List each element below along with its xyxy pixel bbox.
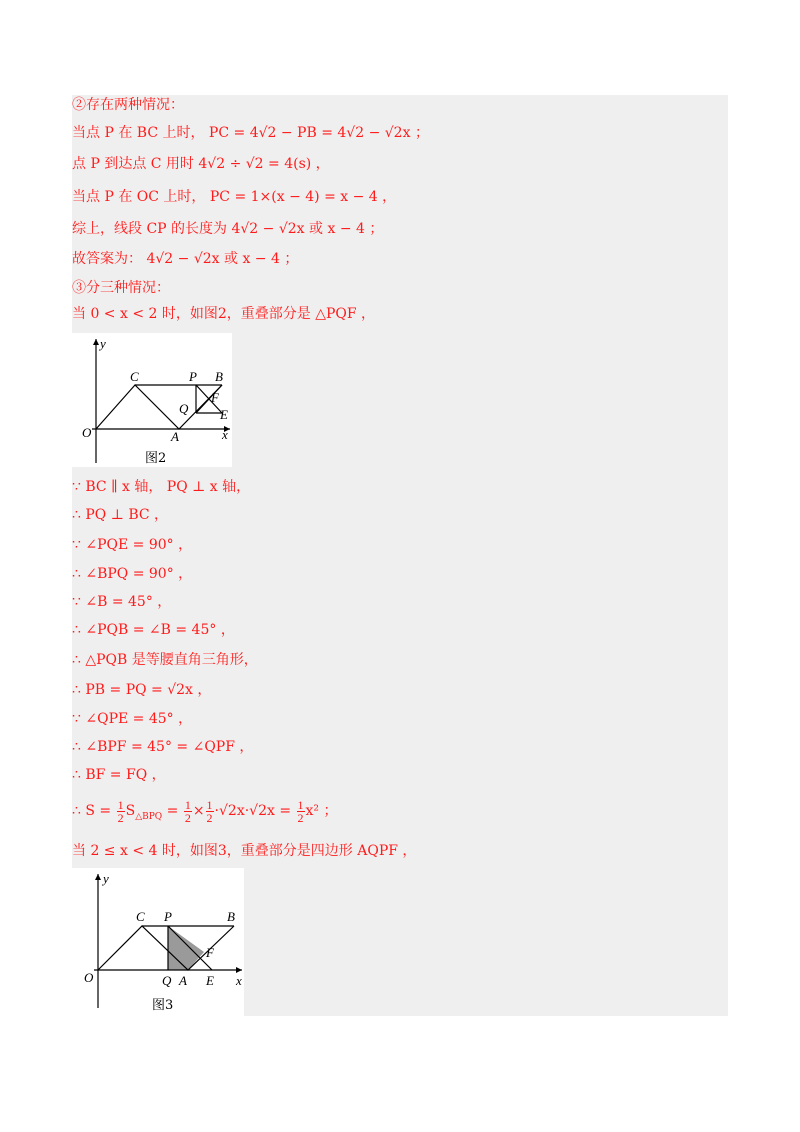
text-line: ∴ PQ ⊥ BC ， xyxy=(72,507,169,523)
formula-eq: = xyxy=(166,803,179,819)
label-C: C xyxy=(136,909,145,924)
label-A: A xyxy=(171,429,179,444)
text-line: 综上，线段 CP 的长度为 4√2 − √2x 或 x − 4 ； xyxy=(72,221,384,237)
label-Q: Q xyxy=(179,401,189,416)
text-line: 当 0 < x < 2 时，如图2，重叠部分是 △PQF ， xyxy=(72,306,376,322)
frac-num: 1 xyxy=(206,797,213,812)
text-line: 当点 P 在 BC 上时， PC = 4√2 − PB = 4√2 − √2x ； xyxy=(72,125,429,141)
label-P: P xyxy=(189,369,197,384)
formula-times: × xyxy=(192,803,205,819)
frac-den: 2 xyxy=(206,810,213,825)
fraction xyxy=(297,799,305,824)
label-E: E xyxy=(206,973,214,988)
label-B: B xyxy=(227,909,235,924)
text-line: ∴ BF = FQ ， xyxy=(72,767,166,783)
frac-den: 2 xyxy=(117,810,124,825)
formula-end: x² ； xyxy=(305,803,338,819)
label-O: O xyxy=(84,970,94,985)
text-line: ③分三种情况： xyxy=(72,280,170,296)
text-line: ∴ ∠PQB = ∠B = 45° ， xyxy=(72,622,235,638)
label-y: y xyxy=(100,336,106,351)
label-y: y xyxy=(103,871,109,886)
figure-2-diagram xyxy=(72,333,232,467)
text-line: ∵ ∠QPE = 45° ， xyxy=(72,711,193,727)
label-A: A xyxy=(179,973,187,988)
label-C: C xyxy=(130,369,139,384)
formula-lead: ∴ S = xyxy=(72,803,112,819)
frac-den: 2 xyxy=(297,810,304,825)
text-line: ∴ ∠BPQ = 90° ， xyxy=(72,566,193,582)
figure-2-caption: 图2 xyxy=(145,451,167,466)
text-line: ∵ ∠B = 45° ， xyxy=(72,594,172,610)
frac-num: 1 xyxy=(117,797,124,812)
figure-3-diagram xyxy=(72,868,244,1016)
figure-3 xyxy=(72,868,244,1016)
label-F: F xyxy=(211,390,219,405)
text-line: 点 P 到达点 C 用时 4√2 ÷ √2 = 4(s) ， xyxy=(72,156,330,172)
text-line: 故答案为： 4√2 − √2x 或 x − 4 ； xyxy=(72,251,299,267)
label-P: P xyxy=(164,909,172,924)
fraction xyxy=(206,799,214,824)
formula-S: S xyxy=(125,803,136,819)
formula-product: ·√2x·√2x = xyxy=(214,803,292,819)
label-F: F xyxy=(206,945,214,960)
text-line: 当点 P 在 OC 上时， PC = 1×(x − 4) = x − 4 ， xyxy=(72,189,397,205)
label-E: E xyxy=(220,407,228,422)
text-line: ∴ △PQB 是等腰直角三角形， xyxy=(72,652,258,668)
text-line: ∵ ∠PQE = 90° ， xyxy=(72,537,193,553)
frac-num: 1 xyxy=(297,797,304,812)
label-O: O xyxy=(82,425,92,440)
frac-den: 2 xyxy=(184,810,191,825)
label-x: x xyxy=(222,427,228,442)
label-x: x xyxy=(236,973,242,988)
formula-subscript: △BPQ xyxy=(135,811,163,822)
fraction xyxy=(117,799,125,824)
figure-3-caption: 图3 xyxy=(152,998,174,1013)
text-line: ∵ BC ∥ x 轴， PQ ⊥ x 轴， xyxy=(72,479,251,495)
fraction xyxy=(184,799,192,824)
text-line: ②存在两种情况： xyxy=(72,97,184,113)
frac-num: 1 xyxy=(184,797,191,812)
area-formula xyxy=(72,796,338,832)
text-line: ∴ ∠BPF = 45° = ∠QPF ， xyxy=(72,739,254,755)
text-line: 当 2 ≤ x < 4 时，如图3，重叠部分是四边形 AQPF ， xyxy=(72,843,417,859)
figure-2 xyxy=(72,333,232,467)
label-Q: Q xyxy=(162,973,172,988)
label-B: B xyxy=(215,369,223,384)
text-line: ∴ PB = PQ = √2x ， xyxy=(72,682,212,698)
